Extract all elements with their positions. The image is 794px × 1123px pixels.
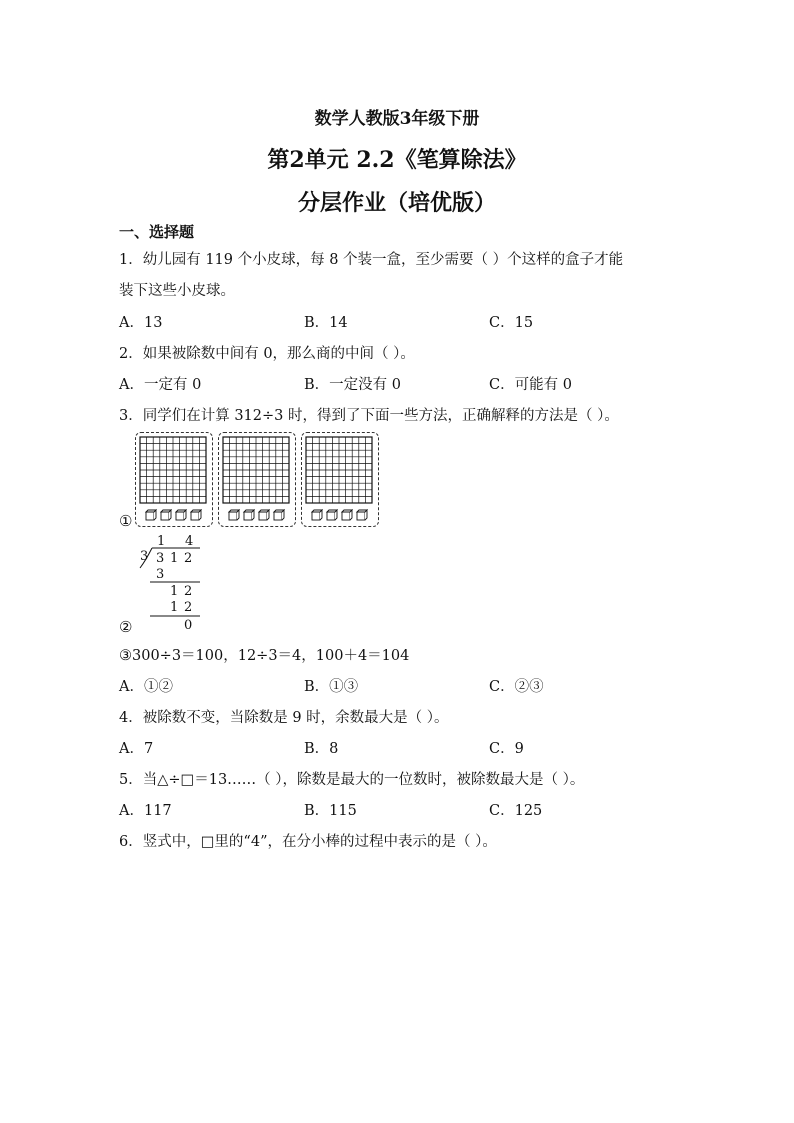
unit-cube — [161, 510, 171, 520]
q1-option-a[interactable]: A．13 — [119, 315, 163, 331]
q5-option-b[interactable]: B．115 — [304, 803, 357, 819]
question-2-text: 2．如果被除数中间有 0，那么商的中间（ ）。 — [119, 346, 415, 362]
question-1-text: 1．幼儿园有 119 个小皮球，每 8 个装一盒，至少需要（ ）个这样的盒子才能 — [119, 252, 624, 268]
unit-cube — [146, 510, 156, 520]
unit-cube — [342, 510, 352, 520]
remainder: 0 — [184, 618, 193, 633]
question-6-text: 6．竖式中，□里的“4”，在分小棒的过程中表示的是（ ）。 — [119, 834, 497, 850]
unit-cube — [244, 510, 254, 520]
hundred-blocks-illustration — [135, 432, 385, 527]
q5-option-c[interactable]: C．125 — [489, 803, 543, 819]
question-5-text: 5．当△÷□＝13……（ ），除数是最大的一位数时，被除数最大是（ ）。 — [119, 772, 585, 788]
dividend-digit: 1 — [170, 551, 179, 566]
unit-cube — [176, 510, 186, 520]
method-3-text: ③300÷3＝100，12÷3＝4，100＋4＝104 — [119, 648, 410, 664]
q1-option-b[interactable]: B．14 — [304, 315, 348, 331]
unit-cube — [327, 510, 337, 520]
unit-title: 第2单元 2.2《笔算除法》 — [267, 147, 527, 173]
q3-option-c[interactable]: C．②③ — [489, 679, 544, 695]
method-1-label: ① — [119, 512, 133, 530]
divisor: 3 — [140, 549, 149, 564]
q4-option-c[interactable]: C．9 — [489, 741, 524, 757]
unit-cube — [259, 510, 269, 520]
hundred-grid — [223, 437, 289, 520]
q3-option-a[interactable]: A．①② — [119, 679, 173, 695]
unit-cube — [312, 510, 322, 520]
quotient-digit: 4 — [185, 534, 194, 549]
q2-option-a[interactable]: A．一定有 0 — [119, 377, 202, 393]
unit-cube — [191, 510, 201, 520]
step-digit: 1 — [170, 584, 179, 599]
hundred-grid — [140, 437, 206, 520]
q2-option-c[interactable]: C．可能有 0 — [489, 377, 572, 393]
q1-option-c[interactable]: C．15 — [489, 315, 534, 331]
question-3-text: 3．同学们在计算 312÷3 时，得到了下面一些方法，正确解释的方法是（ ）。 — [119, 408, 619, 424]
step-subtract: 3 — [156, 567, 165, 582]
long-division — [138, 534, 218, 634]
method-2-label: ② — [119, 618, 133, 636]
dividend-digit: 2 — [184, 551, 193, 566]
q4-option-a[interactable]: A．7 — [119, 741, 154, 757]
worksheet-title: 分层作业（培优版） — [297, 190, 496, 216]
dividend-digit: 3 — [156, 551, 165, 566]
quotient-digit: 1 — [157, 534, 166, 549]
question-1-text-cont: 装下这些小皮球。 — [119, 283, 235, 299]
section-heading: 一、选择题 — [119, 223, 195, 241]
page-title: 数学人教版3年级下册 — [314, 109, 480, 129]
q3-option-b[interactable]: B．①③ — [304, 679, 359, 695]
q2-option-b[interactable]: B．一定没有 0 — [304, 377, 401, 393]
q5-option-a[interactable]: A．117 — [119, 803, 172, 819]
step-digit: 1 — [170, 600, 179, 615]
step-digit: 2 — [184, 600, 193, 615]
hundred-grid — [306, 437, 372, 520]
unit-cube — [274, 510, 284, 520]
unit-cube — [357, 510, 367, 520]
q4-option-b[interactable]: B．8 — [304, 741, 339, 757]
unit-cube — [229, 510, 239, 520]
step-digit: 2 — [184, 584, 193, 599]
question-4-text: 4．被除数不变，当除数是 9 时，余数最大是（ ）。 — [119, 710, 449, 726]
